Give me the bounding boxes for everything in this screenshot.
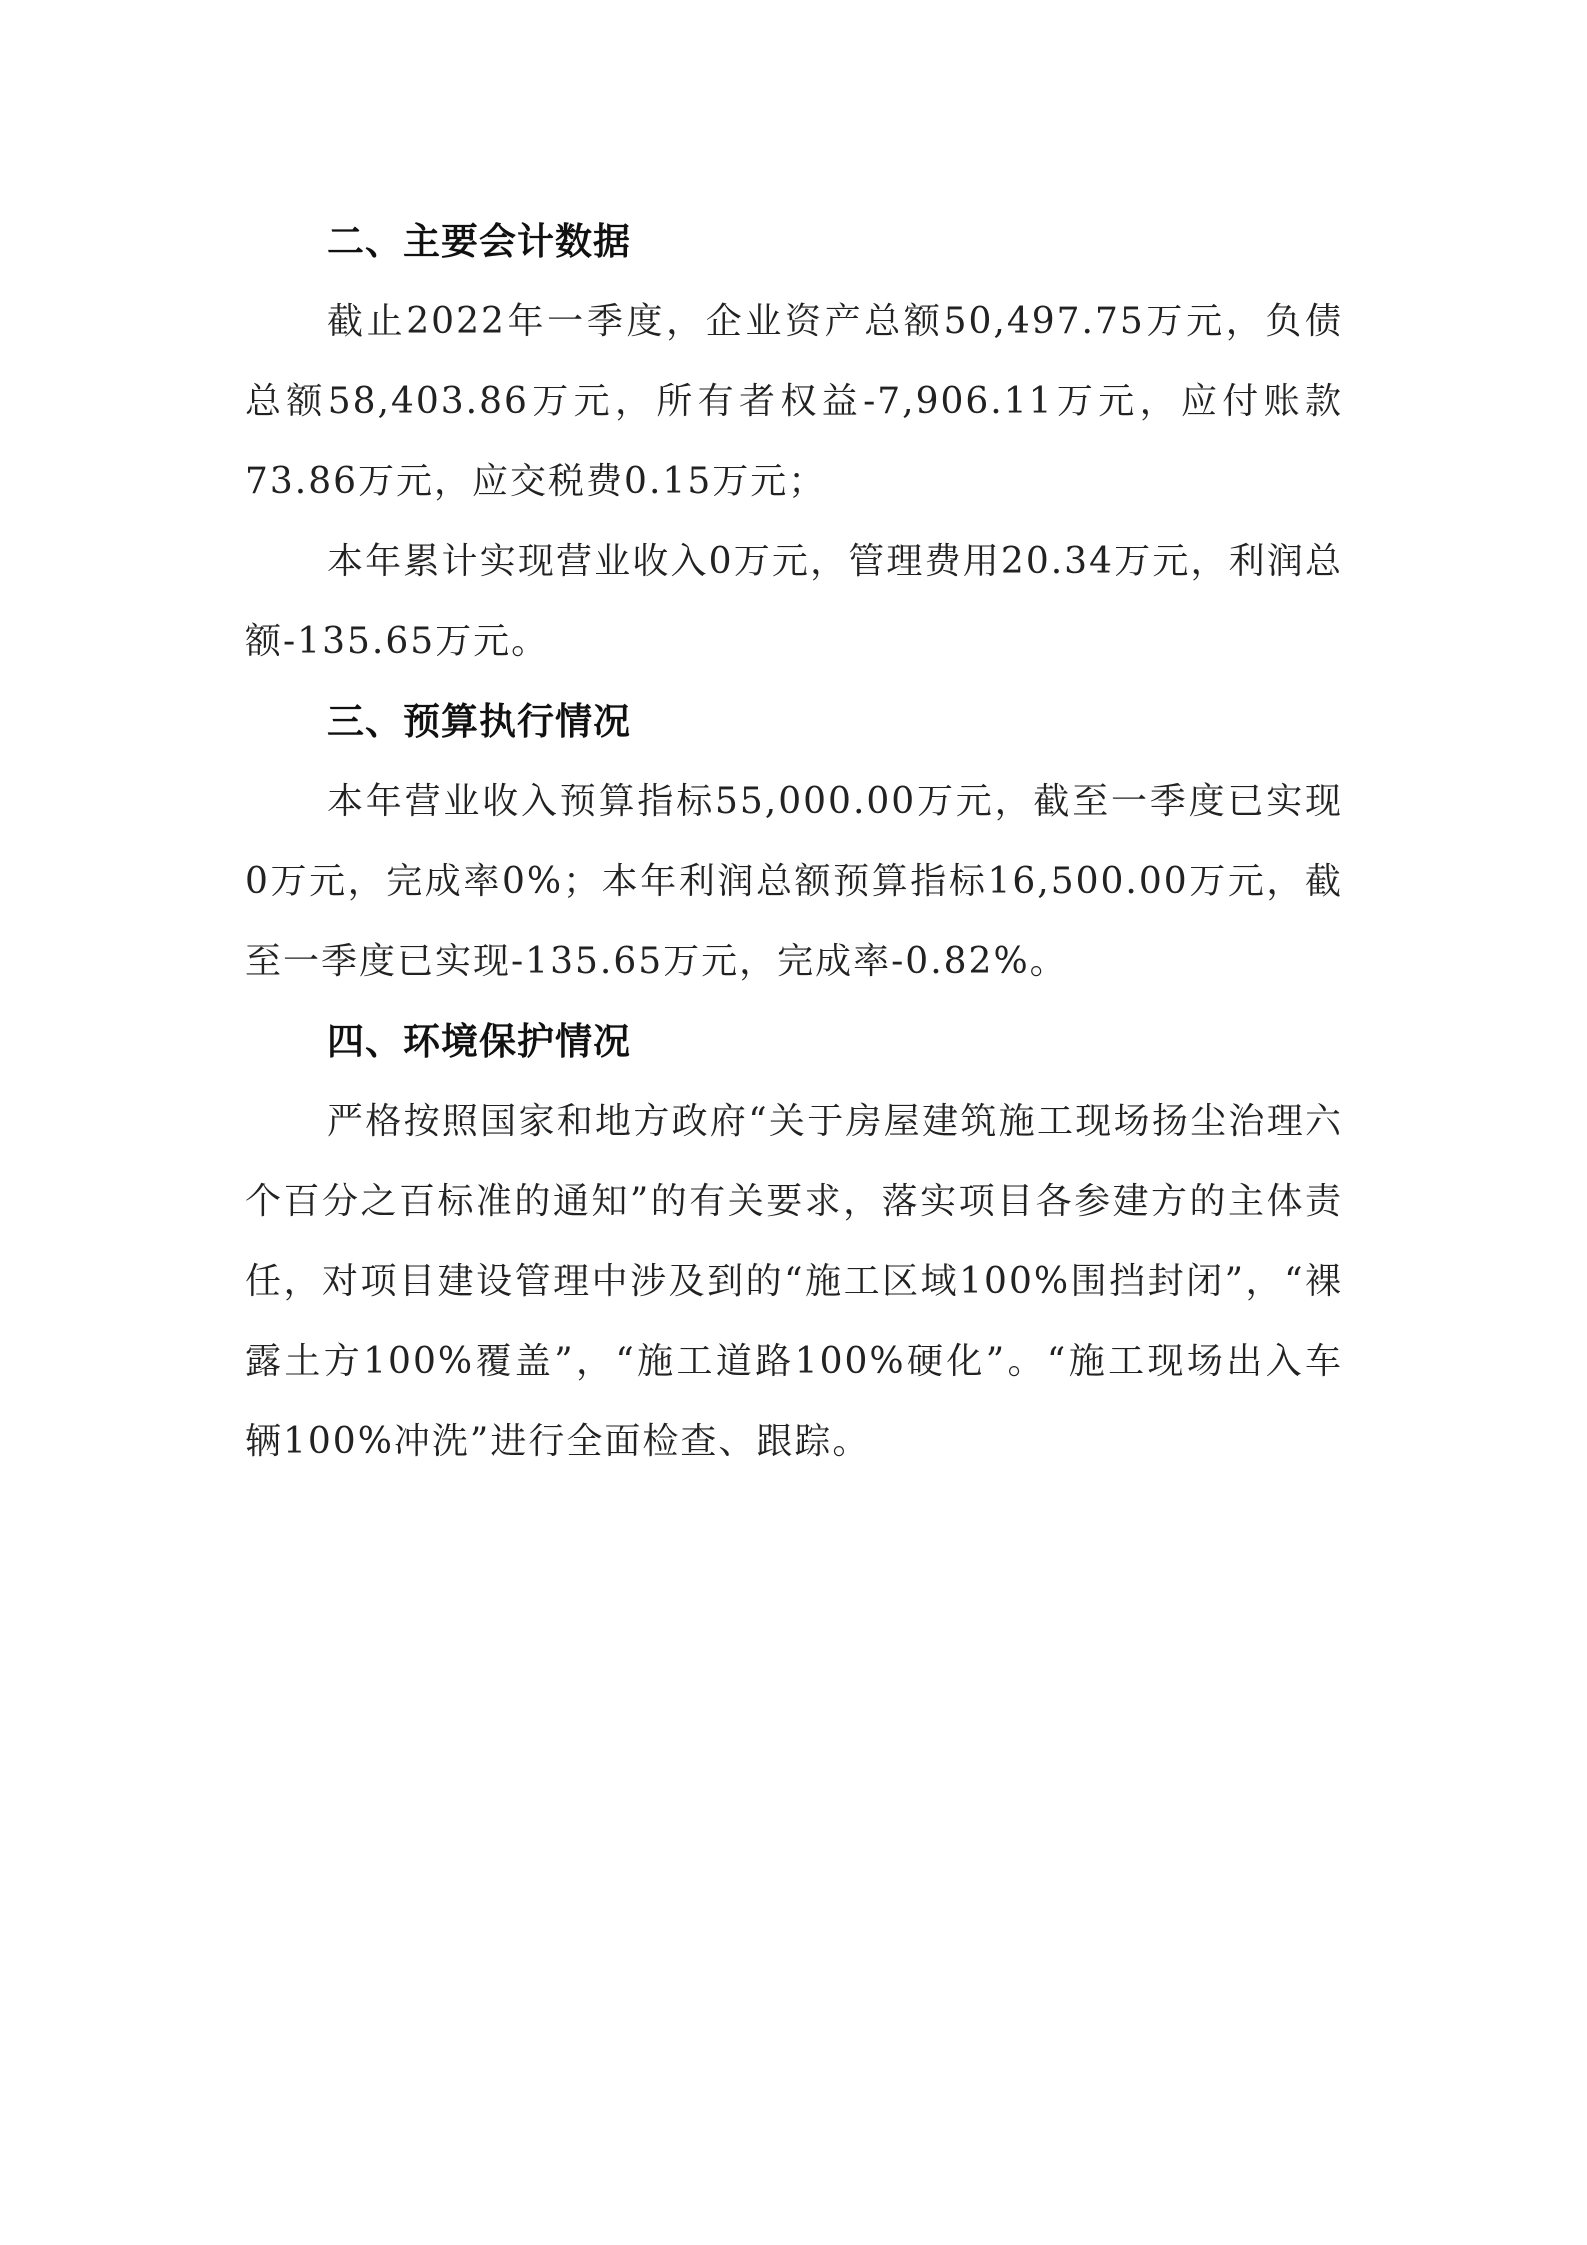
section-environmental-protection [245,1002,1343,1482]
section-accounting-data [245,202,1343,682]
section-heading: 三、预算执行情况 [327,700,631,743]
section-budget-execution [245,682,1343,1002]
paragraph: 截止2022年一季度，企业资产总额50,497.75万元，负债总额58,403.86万元，所有者权益-7,906.11万元，应付账款73.86万元，应交税费0.15万元； [245,301,1343,502]
paragraph: 本年累计实现营业收入0万元，管理费用20.34万元，利润总额-135.65万元。 [245,541,1343,662]
section-heading: 四、环境保护情况 [327,1020,631,1063]
paragraph: 本年营业收入预算指标55,000.00万元，截至一季度已实现0万元，完成率0%；本年利润总额预算指标16,500.00万元，截至一季度已实现-135.65万元，完成率-0.82%。 [245,781,1343,982]
section-heading: 二、主要会计数据 [327,220,631,263]
document-page [245,202,1343,1482]
paragraph: 严格按照国家和地方政府“关于房屋建筑施工现场扬尘治理六个百分之百标准的通知”的有关要求，落实项目各参建方的主体责任，对项目建设管理中涉及到的“施工区域100%围挡封闭”，“裸露土方100%覆盖”，“施工道路100%硬化”。“施工现场出入车辆100%冲洗”进行全面检查、跟踪。 [245,1101,1343,1462]
